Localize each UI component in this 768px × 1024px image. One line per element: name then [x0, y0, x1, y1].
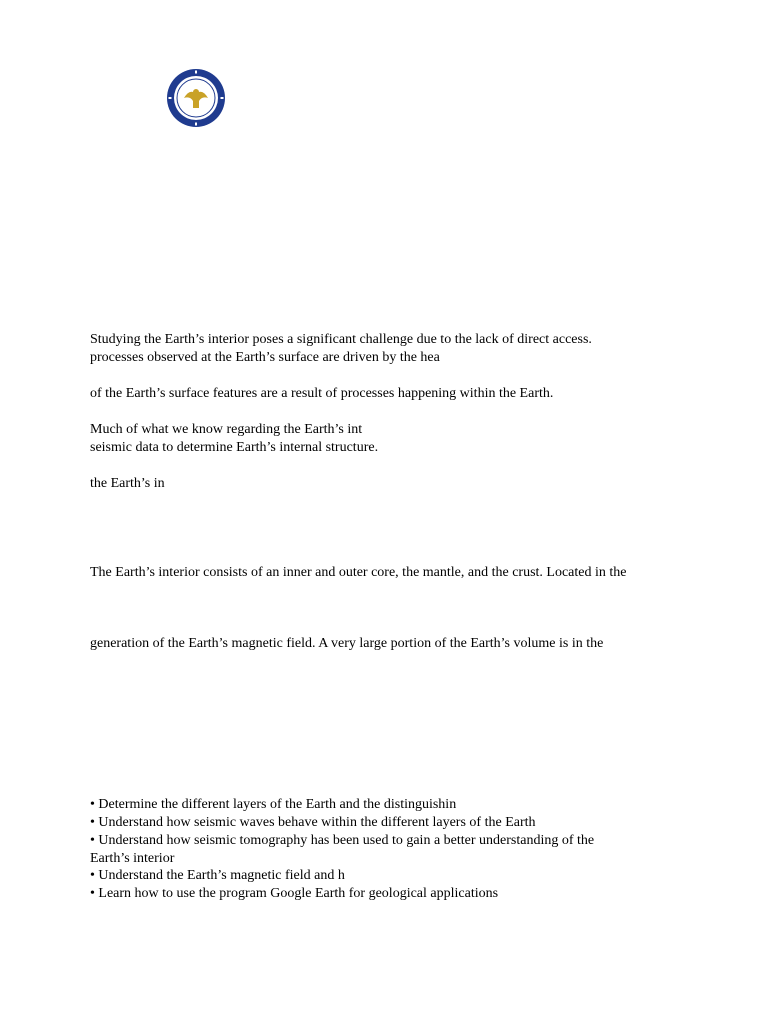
paragraph-line: the Earth’s in: [90, 476, 165, 491]
objective-item: • Understand the Earth’s magnetic field and h: [90, 868, 345, 883]
paragraph-line: The Earth’s interior consists of an inner and outer core, the mantle, and the crust. Located in the: [90, 565, 627, 580]
objective-item: • Learn how to use the program Google Earth for geological applications: [90, 886, 499, 901]
objective-item: • Determine the different layers of the Earth and the distinguishin: [90, 797, 457, 812]
paragraph-line: processes observed at the Earth’s surface are driven by the hea: [90, 350, 440, 365]
paragraph-line: seismic data to determine Earth’s internal structure.: [90, 440, 379, 455]
paragraph-line: of the Earth’s surface features are a result of processes happening within the Earth.: [90, 386, 554, 401]
paragraph-line: Studying the Earth’s interior poses a significant challenge due to the lack of direct access.: [90, 332, 592, 347]
objective-item-continuation: Earth’s interior: [90, 851, 175, 866]
paragraph-line: generation of the Earth’s magnetic field. A very large portion of the Earth’s volume is in the: [90, 636, 604, 651]
objective-item: • Understand how seismic waves behave within the different layers of the Earth: [90, 815, 536, 830]
university-seal-logo: [166, 68, 226, 128]
objective-item: • Understand how seismic tomography has been used to gain a better understanding of the: [90, 833, 595, 848]
paragraph-line: Much of what we know regarding the Earth’s int: [90, 422, 363, 437]
